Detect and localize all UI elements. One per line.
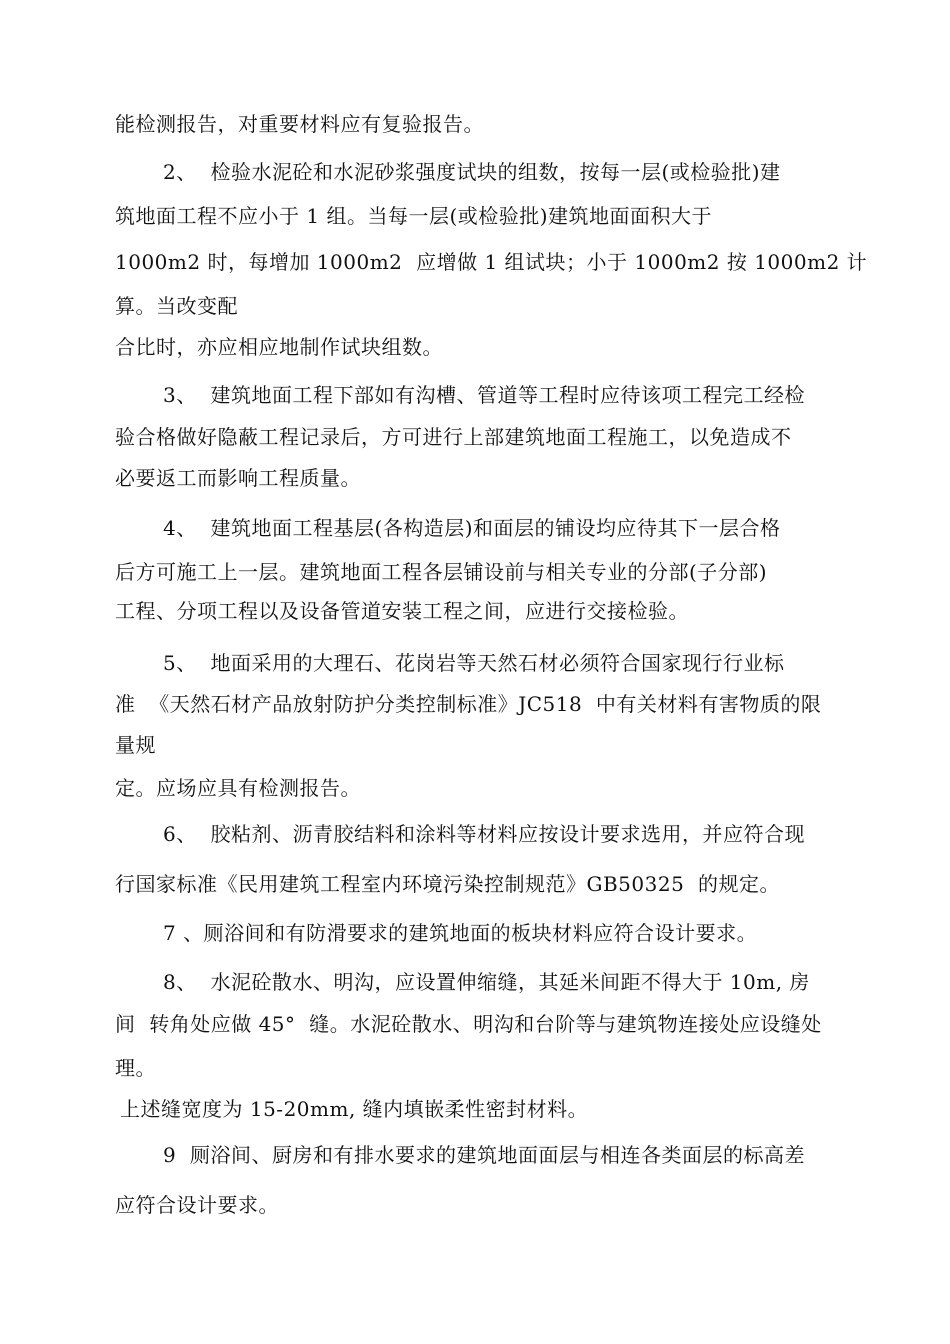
text-line: 验合格做好隐蔽工程记录后，方可进行上部建筑地面工程施工，以免造成不 (115, 425, 792, 449)
text-line: 量规 (115, 733, 156, 757)
text-line: 行国家标准《民用建筑工程室内环境污染控制规范》GB50325 的规定。 (115, 872, 781, 896)
text-line: 5、 地面采用的大理石、花岗岩等天然石材必须符合国家现行行业标 (163, 651, 785, 675)
text-line: 工程、分项工程以及设备管道安装工程之间，应进行交接检验。 (115, 599, 689, 623)
text-line: 准 《天然石材产品放射防护分类控制标准》JC518 中有关材料有害物质的限 (115, 692, 822, 716)
text-line: 筑地面工程不应小于 1 组。当每一层(或检验批)建筑地面面积大于 (115, 204, 713, 228)
text-line: 后方可施工上一层。建筑地面工程各层铺设前与相关专业的分部(子分部) (115, 560, 768, 584)
text-line: 能检测报告，对重要材料应有复验报告。 (115, 112, 484, 136)
text-line: 7 、厕浴间和有防滑要求的建筑地面的板块材料应符合设计要求。 (163, 921, 758, 945)
text-line: 6、 胶粘剂、沥青胶结料和涂料等材料应按设计要求选用，并应符合现 (163, 822, 805, 846)
text-line: 定。应场应具有检测报告。 (115, 776, 361, 800)
text-line: 4、 建筑地面工程基层(各构造层)和面层的铺设均应待其下一层合格 (163, 516, 781, 540)
text-line: 1000m2 时，每增加 1000m2 应增做 1 组试块；小于 1000m2 按 1000m2 计 (115, 250, 868, 274)
text-line: 必要返工而影响工程质量。 (115, 466, 361, 490)
text-line: 合比时，亦应相应地制作试块组数。 (115, 335, 443, 359)
text-line: 2、 检验水泥砼和水泥砂浆强度试块的组数，按每一层(或检验批)建 (163, 160, 781, 184)
text-line: 间 转角处应做 45° 缝。水泥砼散水、明沟和台阶等与建筑物连接处应设缝处 (115, 1012, 822, 1036)
text-line: 算。当改变配 (115, 294, 238, 318)
text-line: 8、 水泥砼散水、明沟，应设置伸缩缝，其延米间距不得大于 10m, 房 (163, 970, 810, 994)
text-line: 上述缝宽度为 15-20mm, 缝内填嵌柔性密封材料。 (120, 1097, 589, 1121)
text-line: 理。 (115, 1056, 156, 1080)
text-line: 3、 建筑地面工程下部如有沟槽、管道等工程时应待该项工程完工经检 (163, 383, 805, 407)
text-line: 9 厕浴间、厨房和有排水要求的建筑地面面层与相连各类面层的标高差 (163, 1143, 805, 1167)
text-line: 应符合设计要求。 (115, 1193, 279, 1217)
